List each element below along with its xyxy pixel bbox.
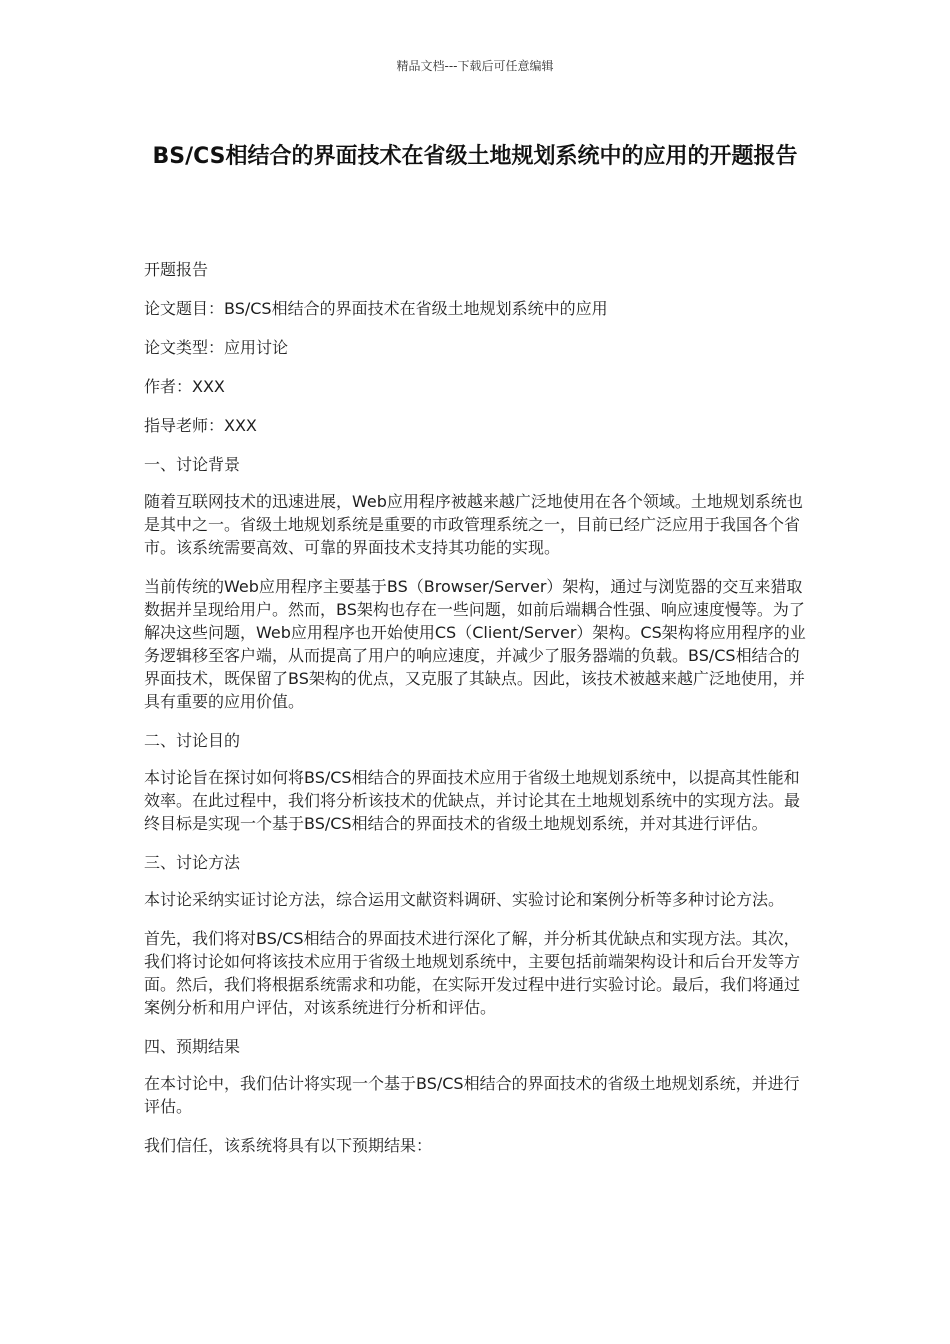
header-note: 精品文档---下载后可任意编辑 <box>396 59 554 73</box>
paragraph-results-2: 我们信任，该系统将具有以下预期结果： <box>144 1136 433 1155</box>
paragraph-results-1: 在本讨论中，我们估计将实现一个基于BS/CS相结合的界面技术的省级土地规划系统，并进行评估。 <box>144 1074 800 1116</box>
document-title: BS/CS相结合的界面技术在省级土地规划系统中的应用的开题报告 <box>152 144 798 169</box>
section-heading-background: 一、讨论背景 <box>144 455 241 474</box>
field-thesis-title: 论文题目：BS/CS相结合的界面技术在省级土地规划系统中的应用 <box>144 299 608 318</box>
section-heading-purpose: 二、讨论目的 <box>144 731 241 750</box>
section-heading-method: 三、讨论方法 <box>144 853 241 872</box>
field-advisor: 指导老师：XXX <box>144 416 257 435</box>
paragraph-background-2: 当前传统的Web应用程序主要基于BS（Browser/Server）架构，通过与浏览器的交互来猎取数据并呈现给用户。然而，BS架构也存在一些问题，如前后端耦合性强、响应速度慢等。为了解决这些问题，Web应用程序也开始使用CS（Client/Server）架构。CS架构将应用程序的业务逻辑移至客户端，从而提高了用户的响应速度，并减少了服务器端的负载。BS/CS相结合的界面技术，既保留了BS架构的优点，又克服了其缺点。因此，该技术被越来越广泛地使用，并具有重要的应用价值。 <box>144 577 806 711</box>
section-heading-results: 四、预期结果 <box>144 1037 241 1056</box>
paragraph-method-1: 本讨论采纳实证讨论方法，综合运用文献资料调研、实验讨论和案例分析等多种讨论方法。 <box>144 890 785 909</box>
report-label: 开题报告 <box>144 260 209 279</box>
paragraph-background-1: 随着互联网技术的迅速进展，Web应用程序被越来越广泛地使用在各个领域。土地规划系统也是其中之一。省级土地规划系统是重要的市政管理系统之一，目前已经广泛应用于我国各个省市。该系统需要高效、可靠的界面技术支持其功能的实现。 <box>144 492 803 557</box>
paragraph-method-2: 首先，我们将对BS/CS相结合的界面技术进行深化了解，并分析其优缺点和实现方法。其次，我们将讨论如何将该技术应用于省级土地规划系统中，主要包括前端架构设计和后台开发等方面。然后，我们将根据系统需求和功能，在实际开发过程中进行实验讨论。最后，我们将通过案例分析和用户评估，对该系统进行分析和评估。 <box>144 929 801 1017</box>
document-body <box>144 258 812 1173</box>
field-thesis-type: 论文类型：应用讨论 <box>144 338 289 357</box>
paragraph-purpose-1: 本讨论旨在探讨如何将BS/CS相结合的界面技术应用于省级土地规划系统中，以提高其性能和效率。在此过程中，我们将分析该技术的优缺点，并讨论其在土地规划系统中的实现方法。最终目标是实现一个基于BS/CS相结合的界面技术的省级土地规划系统，并对其进行评估。 <box>144 768 801 833</box>
field-author: 作者：XXX <box>144 377 225 396</box>
